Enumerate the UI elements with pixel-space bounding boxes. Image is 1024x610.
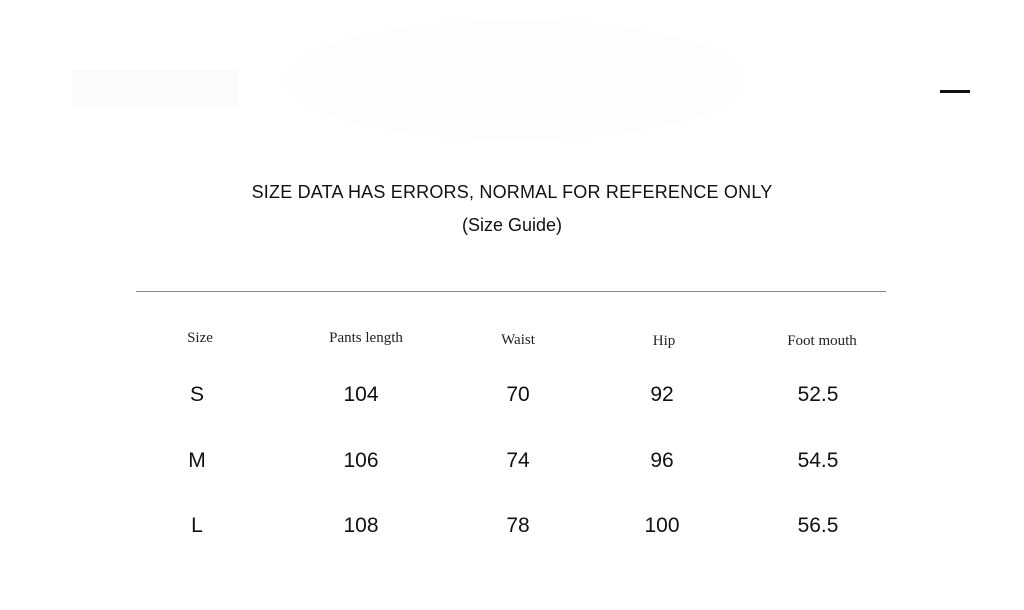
- page-title: SIZE DATA HAS ERRORS, NORMAL FOR REFERENCE ONLY: [251, 182, 773, 202]
- column-header-size: Size: [187, 330, 213, 346]
- cell-size: M: [188, 449, 206, 472]
- cell-foot-mouth: 52.5: [797, 383, 839, 406]
- column-header-hip: Hip: [652, 333, 676, 349]
- cell-pants-length: 108: [343, 514, 379, 537]
- column-header-pants-length: Pants length: [329, 330, 403, 346]
- cell-foot-mouth: 54.5: [797, 449, 839, 472]
- background-blur-block: [72, 70, 238, 108]
- cell-foot-mouth: 56.5: [797, 514, 839, 537]
- cell-hip: 92: [650, 383, 674, 406]
- cell-waist: 70: [506, 383, 530, 406]
- cell-hip: 96: [650, 449, 674, 472]
- cell-pants-length: 106: [343, 449, 379, 472]
- cell-pants-length: 104: [343, 383, 379, 406]
- background-blur-shape: [285, 20, 745, 140]
- column-header-waist: Waist: [501, 332, 535, 348]
- table-divider: [136, 291, 886, 292]
- page-subtitle: (Size Guide): [461, 215, 563, 235]
- column-header-foot-mouth: Foot mouth: [787, 333, 857, 349]
- cell-waist: 74: [506, 449, 530, 472]
- cell-size: L: [191, 514, 203, 537]
- cell-size: S: [189, 383, 205, 406]
- cell-hip: 100: [644, 514, 680, 537]
- cell-waist: 78: [506, 514, 530, 537]
- minimize-dash-icon: [940, 90, 970, 93]
